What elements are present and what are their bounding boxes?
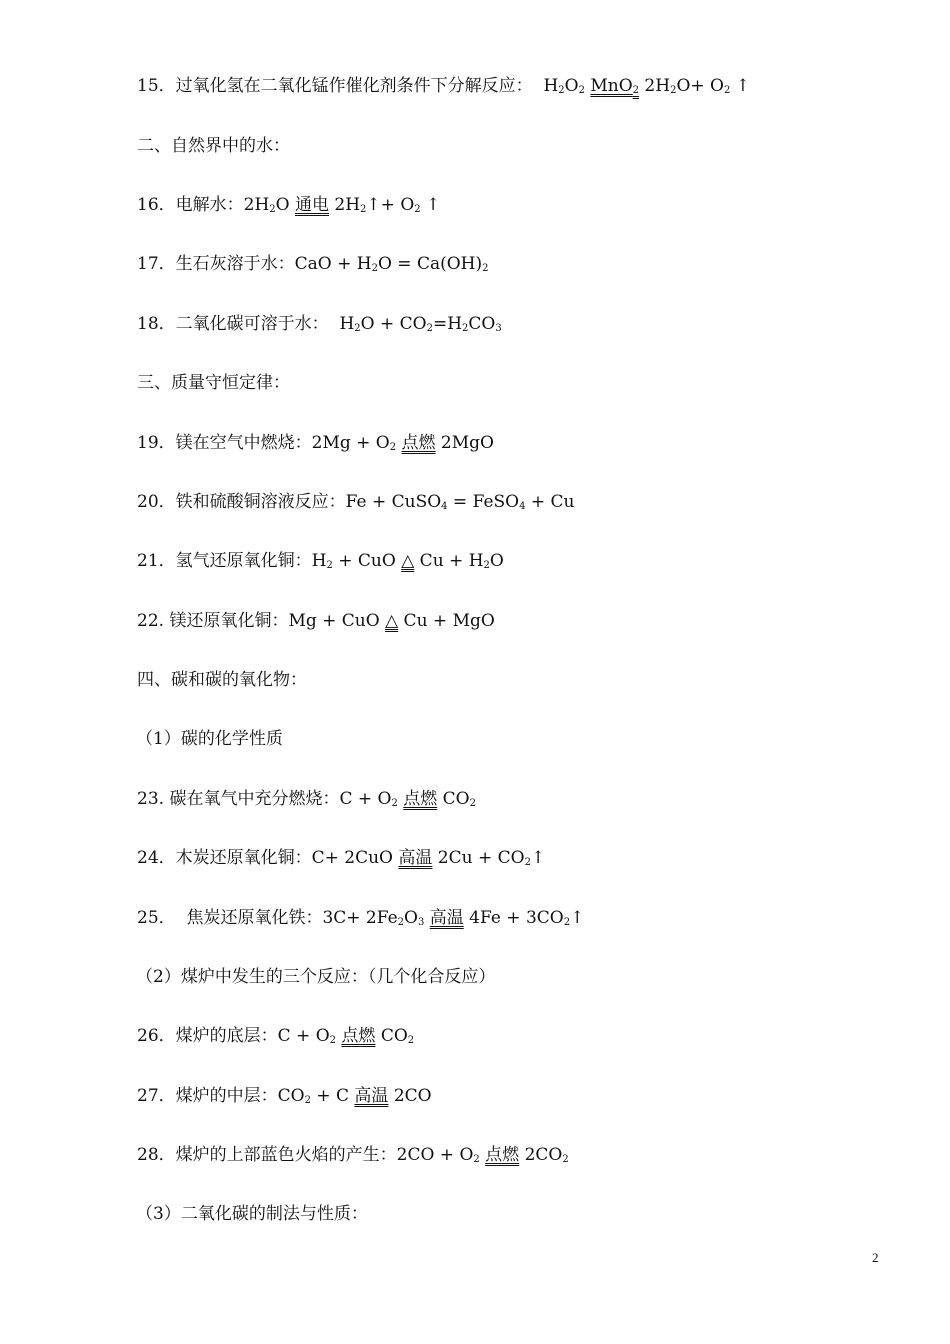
text-segment: 2H (329, 195, 361, 215)
text-segment: CO (375, 1026, 408, 1046)
text-segment: 25． 焦炭还原氧化铁：3C+ 2Fe (137, 908, 398, 928)
subscript: 2 (414, 204, 421, 215)
reaction-condition: 高温 (429, 908, 464, 928)
text-segment: O (404, 908, 418, 928)
subscript: 2 (397, 917, 405, 928)
text-segment: CO (468, 314, 496, 334)
equation-line (137, 609, 495, 633)
section-heading (137, 134, 290, 158)
reaction-condition: MnO (590, 76, 633, 96)
text-segment: 18．二氧化碳可溶于水： H (137, 314, 355, 334)
text-segment: 2CO (388, 1086, 432, 1106)
text-segment: 2Cu + CO (432, 848, 525, 868)
text-segment: O + CO (360, 314, 427, 334)
equation-line (137, 1024, 414, 1053)
text-segment: 16．电解水：2H (137, 195, 270, 215)
text-segment: 15．过氧化氢在二氧化锰作催化剂条件下分解反应： H (137, 76, 559, 96)
equation-line (137, 846, 545, 875)
text-segment: 2CO (519, 1145, 563, 1165)
equation-line (137, 312, 502, 341)
equation-line (137, 787, 476, 816)
equation-line (137, 1084, 432, 1113)
subscript: 2 (360, 204, 367, 215)
subscript: 3 (495, 323, 502, 334)
equation-line (137, 431, 494, 460)
subscript: 2 (562, 1154, 569, 1165)
text-segment: 23. 碳在氧气中充分燃烧：C + O (137, 789, 392, 809)
text-segment: （2）煤炉中发生的三个反应：（几个化合反应） (136, 967, 496, 987)
text-segment: 24．木炭还原氧化铜：C+ 2CuO (137, 848, 399, 868)
text-segment: + C (310, 1086, 355, 1106)
subscript: 3 (417, 917, 425, 928)
subscript: 2 (391, 798, 398, 809)
subscript: 2 (558, 85, 565, 96)
subscript: 2 (482, 263, 489, 274)
equation-line (137, 252, 489, 281)
reaction-condition: 通电 (295, 195, 329, 215)
reaction-condition: △ (385, 611, 399, 631)
subscript: 2 (371, 263, 378, 274)
text-segment: ↑ (530, 848, 546, 868)
text-segment: Cu + H (414, 551, 484, 571)
reaction-condition: 高温 (354, 1086, 389, 1106)
text-segment: 2MgO (435, 433, 494, 453)
text-segment: 4Fe + 3CO (463, 908, 564, 928)
text-segment: 26．煤炉的底层：C + O (137, 1026, 330, 1046)
subscript: 4 (441, 501, 448, 512)
subscript: 2 (326, 560, 333, 571)
subscript: 2 (354, 323, 361, 334)
text-segment: =H (432, 314, 463, 334)
text-segment: 三、质量守恒定律： (137, 373, 290, 393)
subscript: 2 (563, 917, 571, 928)
subsection-heading (136, 1202, 368, 1226)
text-segment: O (564, 76, 579, 96)
text-segment: 19．镁在空气中燃烧：2Mg + O (137, 433, 390, 453)
text-segment: ↑ (420, 195, 441, 215)
subscript: 4 (519, 501, 526, 512)
equation-line (137, 490, 574, 519)
equation-line (137, 1143, 569, 1172)
text-segment: 四、碳和碳的氧化物： (137, 670, 307, 690)
text-segment: 21．氢气还原氧化铜：H (137, 551, 327, 571)
subscript: 2 (483, 560, 490, 571)
text-segment: （3）二氧化碳的制法与性质： (136, 1204, 368, 1224)
text-segment: 二、自然界中的水： (137, 136, 290, 156)
subscript: 2 (304, 1095, 311, 1106)
text-segment: O = Ca(OH) (377, 254, 483, 274)
equation-line (137, 193, 440, 222)
text-segment: ↑ (730, 76, 751, 96)
subscript: 2 (269, 204, 276, 215)
subscript: 2 (469, 798, 476, 809)
text-segment: CO (437, 789, 470, 809)
equation-line (137, 74, 750, 103)
subscript: 2 (462, 323, 469, 334)
text-segment: 28．煤炉的上部蓝色火焰的产生：2CO + O (137, 1145, 474, 1165)
reaction-condition: 高温 (398, 848, 433, 868)
text-segment: （1）碳的化学性质 (136, 729, 283, 749)
reaction-condition: △ (401, 551, 415, 571)
equation-line (137, 549, 504, 578)
text-segment: O (489, 551, 504, 571)
subsection-heading (136, 727, 283, 751)
text-segment: O+ O (676, 76, 724, 96)
section-heading (137, 668, 307, 692)
subscript: 2 (426, 323, 433, 334)
text-segment: 27．煤炉的中层：CO (137, 1086, 305, 1106)
reaction-condition: 2 (632, 85, 640, 96)
page-number: 2 (872, 1250, 879, 1265)
subscript: 2 (524, 857, 531, 868)
text-segment: 20．铁和硫酸铜溶液反应：Fe + CuSO (137, 492, 442, 512)
equation-line (137, 906, 584, 935)
text-segment: Cu + MgO (398, 611, 495, 631)
subscript: 2 (473, 1154, 480, 1165)
section-heading (137, 371, 290, 395)
subscript: 2 (389, 442, 397, 453)
text-segment: 22. 镁还原氧化铜：Mg + CuO (137, 611, 386, 631)
text-segment: ↑+ O (366, 195, 415, 215)
reaction-condition: 点燃 (341, 1026, 376, 1046)
text-segment: = FeSO (447, 492, 520, 512)
subscript: 2 (329, 1035, 337, 1046)
reaction-condition: 点燃 (403, 789, 438, 809)
subscript: 2 (407, 1035, 415, 1046)
text-segment: ↑ (570, 908, 585, 928)
text-segment: O (275, 195, 295, 215)
subscript: 2 (723, 85, 731, 96)
subsection-heading (136, 965, 495, 989)
text-segment: + CuO (332, 551, 402, 571)
text-segment: 17．生石灰溶于水：CaO + H (137, 254, 372, 274)
subscript: 2 (670, 85, 677, 96)
reaction-condition: 点燃 (485, 1145, 520, 1165)
text-segment: 2H (639, 76, 671, 96)
reaction-condition: 点燃 (401, 433, 436, 453)
subscript: 2 (578, 85, 585, 96)
text-segment: + Cu (525, 492, 575, 512)
